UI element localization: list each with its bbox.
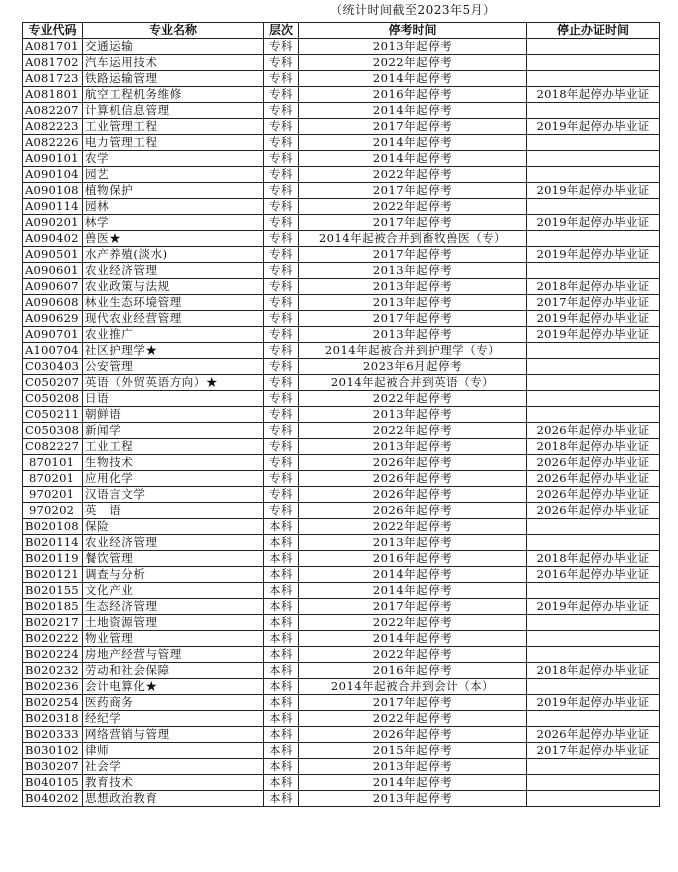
cell-level: 专科 — [264, 247, 299, 263]
table-row — [23, 215, 660, 231]
cell-code: A090201 — [23, 215, 83, 231]
cell-level: 本科 — [264, 727, 299, 743]
cell-name: 兽医★ — [83, 231, 264, 247]
cell-name: 园林 — [83, 199, 264, 215]
table-row — [23, 711, 660, 727]
cell-stop-time: 2022年起停考 — [299, 615, 527, 631]
cell-stop-time: 2014年起停考 — [299, 71, 527, 87]
table-row — [23, 103, 660, 119]
cell-cert-stop-time — [527, 231, 660, 247]
cell-code: A090114 — [23, 199, 83, 215]
cell-cert-stop-time: 2026年起停办毕业证 — [527, 455, 660, 471]
cell-level: 本科 — [264, 615, 299, 631]
cell-name: 现代农业经营管理 — [83, 311, 264, 327]
cell-code: B020222 — [23, 631, 83, 647]
cell-code: A090108 — [23, 183, 83, 199]
cell-code: A090101 — [23, 151, 83, 167]
cell-cert-stop-time — [527, 711, 660, 727]
cell-code: B020236 — [23, 679, 83, 695]
cell-level: 专科 — [264, 279, 299, 295]
cell-code: B020185 — [23, 599, 83, 615]
table-row — [23, 439, 660, 455]
cell-cert-stop-time: 2017年起停办毕业证 — [527, 743, 660, 759]
cell-cert-stop-time — [527, 359, 660, 375]
cell-cert-stop-time: 2019年起停办毕业证 — [527, 119, 660, 135]
cell-cert-stop-time: 2016年起停办毕业证 — [527, 567, 660, 583]
cell-stop-time: 2026年起停考 — [299, 727, 527, 743]
cell-stop-time: 2013年起停考 — [299, 295, 527, 311]
cell-code: A081723 — [23, 71, 83, 87]
table-row — [23, 759, 660, 775]
cell-code: A090601 — [23, 263, 83, 279]
cell-level: 专科 — [264, 231, 299, 247]
cell-code: B020121 — [23, 567, 83, 583]
cell-stop-time: 2013年起停考 — [299, 327, 527, 343]
table-row — [23, 39, 660, 55]
cell-cert-stop-time — [527, 647, 660, 663]
cell-code: B020155 — [23, 583, 83, 599]
cell-name: 社区护理学★ — [83, 343, 264, 359]
cell-level: 专科 — [264, 455, 299, 471]
cell-name: 思想政治教育 — [83, 791, 264, 807]
cell-code: B020232 — [23, 663, 83, 679]
cell-code: 870201 — [23, 471, 83, 487]
cell-name: 朝鲜语 — [83, 407, 264, 423]
cell-stop-time: 2016年起停考 — [299, 551, 527, 567]
cell-name: 航空工程机务维修 — [83, 87, 264, 103]
cell-stop-time: 2013年起停考 — [299, 759, 527, 775]
table-row — [23, 263, 660, 279]
cell-level: 专科 — [264, 39, 299, 55]
cell-stop-time: 2013年起停考 — [299, 279, 527, 295]
cell-cert-stop-time — [527, 679, 660, 695]
cell-level: 专科 — [264, 503, 299, 519]
cell-stop-time: 2022年起停考 — [299, 55, 527, 71]
cell-level: 本科 — [264, 583, 299, 599]
cell-code: A090104 — [23, 167, 83, 183]
table-row — [23, 487, 660, 503]
cell-level: 专科 — [264, 407, 299, 423]
table-row — [23, 151, 660, 167]
cell-cert-stop-time: 2019年起停办毕业证 — [527, 327, 660, 343]
cell-name: 农业经济管理 — [83, 263, 264, 279]
cell-name: 英语（外贸英语方向）★ — [83, 375, 264, 391]
cell-code: B030102 — [23, 743, 83, 759]
cell-code: A082226 — [23, 135, 83, 151]
cell-stop-time: 2022年起停考 — [299, 391, 527, 407]
cell-cert-stop-time: 2019年起停办毕业证 — [527, 311, 660, 327]
cell-stop-time: 2017年起停考 — [299, 247, 527, 263]
header-code: 专业代码 — [23, 23, 83, 39]
cell-name: 文化产业 — [83, 583, 264, 599]
table-row — [23, 679, 660, 695]
cell-stop-time: 2015年起停考 — [299, 743, 527, 759]
cell-level: 专科 — [264, 263, 299, 279]
cell-code: A090402 — [23, 231, 83, 247]
cell-name: 农业政策与法规 — [83, 279, 264, 295]
cell-level: 本科 — [264, 791, 299, 807]
table-row — [23, 135, 660, 151]
table-row — [23, 183, 660, 199]
cell-code: B020333 — [23, 727, 83, 743]
table-row — [23, 775, 660, 791]
cell-level: 专科 — [264, 295, 299, 311]
cell-code: 970202 — [23, 503, 83, 519]
cell-name: 房地产经营与管理 — [83, 647, 264, 663]
cell-code: 870101 — [23, 455, 83, 471]
cell-code: B020318 — [23, 711, 83, 727]
cell-level: 本科 — [264, 631, 299, 647]
cell-level: 专科 — [264, 359, 299, 375]
table-row — [23, 87, 660, 103]
cell-level: 专科 — [264, 71, 299, 87]
table-row — [23, 295, 660, 311]
cell-name: 交通运输 — [83, 39, 264, 55]
cell-cert-stop-time: 2019年起停办毕业证 — [527, 215, 660, 231]
table-row — [23, 583, 660, 599]
cell-level: 专科 — [264, 375, 299, 391]
cell-stop-time: 2017年起停考 — [299, 311, 527, 327]
cell-name: 网络营销与管理 — [83, 727, 264, 743]
cell-stop-time: 2014年起停考 — [299, 775, 527, 791]
cell-cert-stop-time — [527, 167, 660, 183]
cell-cert-stop-time — [527, 391, 660, 407]
table-row — [23, 567, 660, 583]
cell-level: 专科 — [264, 311, 299, 327]
cell-level: 专科 — [264, 439, 299, 455]
table-row — [23, 615, 660, 631]
cell-code: C082227 — [23, 439, 83, 455]
table-row — [23, 199, 660, 215]
table-row — [23, 551, 660, 567]
cell-name: 日语 — [83, 391, 264, 407]
cell-code: B020119 — [23, 551, 83, 567]
table-row — [23, 279, 660, 295]
cell-cert-stop-time — [527, 519, 660, 535]
cell-level: 专科 — [264, 471, 299, 487]
cell-level: 本科 — [264, 759, 299, 775]
cell-level: 专科 — [264, 151, 299, 167]
cell-stop-time: 2022年起停考 — [299, 199, 527, 215]
table-row — [23, 503, 660, 519]
cell-level: 专科 — [264, 199, 299, 215]
cell-level: 本科 — [264, 679, 299, 695]
cell-name: 土地资源管理 — [83, 615, 264, 631]
cell-stop-time: 2013年起停考 — [299, 39, 527, 55]
cell-name: 工业工程 — [83, 439, 264, 455]
cell-level: 专科 — [264, 103, 299, 119]
cell-stop-time: 2013年起停考 — [299, 407, 527, 423]
table-row — [23, 599, 660, 615]
cell-cert-stop-time: 2019年起停办毕业证 — [527, 599, 660, 615]
cell-stop-time: 2026年起停考 — [299, 455, 527, 471]
cell-level: 本科 — [264, 535, 299, 551]
cell-name: 社会学 — [83, 759, 264, 775]
cell-cert-stop-time: 2018年起停办毕业证 — [527, 87, 660, 103]
cell-stop-time: 2022年起停考 — [299, 167, 527, 183]
table-row — [23, 119, 660, 135]
cell-cert-stop-time — [527, 263, 660, 279]
cell-cert-stop-time: 2019年起停办毕业证 — [527, 183, 660, 199]
cell-stop-time: 2014年起停考 — [299, 631, 527, 647]
cell-stop-time: 2014年起被合并到畜牧兽医（专） — [299, 231, 527, 247]
cell-stop-time: 2023年6月起停考 — [299, 359, 527, 375]
cell-code: B020108 — [23, 519, 83, 535]
cell-level: 专科 — [264, 87, 299, 103]
cell-code: C050208 — [23, 391, 83, 407]
cell-code: C050308 — [23, 423, 83, 439]
cell-code: A081801 — [23, 87, 83, 103]
cell-stop-time: 2022年起停考 — [299, 647, 527, 663]
cell-level: 专科 — [264, 343, 299, 359]
table-header-row — [23, 23, 660, 39]
cell-cert-stop-time: 2018年起停办毕业证 — [527, 663, 660, 679]
cell-code: A081701 — [23, 39, 83, 55]
cell-level: 本科 — [264, 599, 299, 615]
cell-cert-stop-time: 2018年起停办毕业证 — [527, 279, 660, 295]
cell-code: A100704 — [23, 343, 83, 359]
cell-name: 汉语言文学 — [83, 487, 264, 503]
cell-name: 劳动和社会保障 — [83, 663, 264, 679]
cell-cert-stop-time: 2026年起停办毕业证 — [527, 727, 660, 743]
cell-code: 970201 — [23, 487, 83, 503]
cell-stop-time: 2013年起停考 — [299, 535, 527, 551]
cell-name: 物业管理 — [83, 631, 264, 647]
cell-level: 本科 — [264, 519, 299, 535]
cell-name: 经纪学 — [83, 711, 264, 727]
cell-cert-stop-time: 2019年起停办毕业证 — [527, 695, 660, 711]
cell-stop-time: 2017年起停考 — [299, 183, 527, 199]
cell-level: 本科 — [264, 551, 299, 567]
cell-name: 律师 — [83, 743, 264, 759]
cell-name: 保险 — [83, 519, 264, 535]
cell-name: 植物保护 — [83, 183, 264, 199]
cell-level: 专科 — [264, 215, 299, 231]
cell-cert-stop-time: 2026年起停办毕业证 — [527, 503, 660, 519]
cell-stop-time: 2017年起停考 — [299, 119, 527, 135]
cell-cert-stop-time: 2019年起停办毕业证 — [527, 247, 660, 263]
cell-level: 专科 — [264, 423, 299, 439]
cell-level: 专科 — [264, 55, 299, 71]
cell-cert-stop-time — [527, 583, 660, 599]
cell-name: 水产养殖(淡水) — [83, 247, 264, 263]
cell-level: 专科 — [264, 167, 299, 183]
cell-code: C050207 — [23, 375, 83, 391]
cell-stop-time: 2022年起停考 — [299, 711, 527, 727]
cell-stop-time: 2013年起停考 — [299, 263, 527, 279]
cell-cert-stop-time — [527, 407, 660, 423]
cell-code: A090629 — [23, 311, 83, 327]
table-row — [23, 663, 660, 679]
cell-stop-time: 2014年起被合并到护理学（专） — [299, 343, 527, 359]
table-row — [23, 167, 660, 183]
cell-cert-stop-time: 2026年起停办毕业证 — [527, 423, 660, 439]
table-row — [23, 407, 660, 423]
cell-code: A090608 — [23, 295, 83, 311]
cell-code: A090701 — [23, 327, 83, 343]
cell-name: 生态经济管理 — [83, 599, 264, 615]
cell-level: 本科 — [264, 647, 299, 663]
cell-level: 本科 — [264, 775, 299, 791]
cell-cert-stop-time — [527, 55, 660, 71]
cell-code: A090607 — [23, 279, 83, 295]
cell-code: B040105 — [23, 775, 83, 791]
cell-stop-time: 2014年起停考 — [299, 151, 527, 167]
cell-name: 汽车运用技术 — [83, 55, 264, 71]
cell-name: 计算机信息管理 — [83, 103, 264, 119]
cell-level: 专科 — [264, 487, 299, 503]
table-row — [23, 343, 660, 359]
table-row — [23, 375, 660, 391]
cell-cert-stop-time — [527, 791, 660, 807]
cell-stop-time: 2014年起停考 — [299, 103, 527, 119]
cell-cert-stop-time: 2026年起停办毕业证 — [527, 487, 660, 503]
cell-stop-time: 2013年起停考 — [299, 439, 527, 455]
cell-name: 新闻学 — [83, 423, 264, 439]
header-name: 专业名称 — [83, 23, 264, 39]
cell-cert-stop-time — [527, 375, 660, 391]
cell-cert-stop-time — [527, 631, 660, 647]
cell-cert-stop-time — [527, 615, 660, 631]
cell-name: 铁路运输管理 — [83, 71, 264, 87]
cell-cert-stop-time — [527, 103, 660, 119]
cell-name: 农学 — [83, 151, 264, 167]
cell-code: A081702 — [23, 55, 83, 71]
cell-cert-stop-time: 2026年起停办毕业证 — [527, 471, 660, 487]
cell-code: B040202 — [23, 791, 83, 807]
cell-cert-stop-time — [527, 71, 660, 87]
cell-name: 电力管理工程 — [83, 135, 264, 151]
cell-name: 医药商务 — [83, 695, 264, 711]
cell-code: A082207 — [23, 103, 83, 119]
cell-name: 工业管理工程 — [83, 119, 264, 135]
cell-level: 本科 — [264, 695, 299, 711]
cell-code: C030403 — [23, 359, 83, 375]
cell-level: 专科 — [264, 183, 299, 199]
cell-level: 专科 — [264, 135, 299, 151]
cell-code: B020254 — [23, 695, 83, 711]
cell-cert-stop-time: 2018年起停办毕业证 — [527, 439, 660, 455]
cell-name: 园艺 — [83, 167, 264, 183]
cell-stop-time: 2014年起被合并到会计（本） — [299, 679, 527, 695]
cell-cert-stop-time — [527, 199, 660, 215]
cell-stop-time: 2022年起停考 — [299, 519, 527, 535]
table-row — [23, 311, 660, 327]
cell-name: 公安管理 — [83, 359, 264, 375]
cell-name: 生物技术 — [83, 455, 264, 471]
cell-name: 会计电算化★ — [83, 679, 264, 695]
table-row — [23, 647, 660, 663]
table-row — [23, 247, 660, 263]
cell-code: B020217 — [23, 615, 83, 631]
cell-code: B020224 — [23, 647, 83, 663]
cell-cert-stop-time: 2018年起停办毕业证 — [527, 551, 660, 567]
cell-stop-time: 2017年起停考 — [299, 695, 527, 711]
cell-name: 应用化学 — [83, 471, 264, 487]
table-row — [23, 535, 660, 551]
table-row — [23, 455, 660, 471]
cell-cert-stop-time — [527, 151, 660, 167]
table-row — [23, 695, 660, 711]
cell-stop-time: 2016年起停考 — [299, 663, 527, 679]
cell-name: 农业推广 — [83, 327, 264, 343]
table-row — [23, 327, 660, 343]
cell-stop-time: 2026年起停考 — [299, 471, 527, 487]
cell-cert-stop-time — [527, 135, 660, 151]
table-body — [23, 39, 660, 807]
cell-stop-time: 2017年起停考 — [299, 215, 527, 231]
header-level: 层次 — [264, 23, 299, 39]
table-row — [23, 791, 660, 807]
cell-stop-time: 2014年起停考 — [299, 135, 527, 151]
cell-level: 本科 — [264, 743, 299, 759]
cell-name: 林业生态环境管理 — [83, 295, 264, 311]
cell-level: 专科 — [264, 119, 299, 135]
cell-stop-time: 2022年起停考 — [299, 423, 527, 439]
cell-code: B020114 — [23, 535, 83, 551]
cell-level: 本科 — [264, 567, 299, 583]
cell-stop-time: 2014年起停考 — [299, 567, 527, 583]
header-stop-time: 停考时间 — [299, 23, 527, 39]
table-row — [23, 727, 660, 743]
table-row — [23, 55, 660, 71]
cell-stop-time: 2014年起被合并到英语（专） — [299, 375, 527, 391]
table-row — [23, 743, 660, 759]
cell-name: 餐饮管理 — [83, 551, 264, 567]
cell-name: 英 语 — [83, 503, 264, 519]
cell-stop-time: 2017年起停考 — [299, 599, 527, 615]
cell-code: A090501 — [23, 247, 83, 263]
cell-name: 调查与分析 — [83, 567, 264, 583]
statistics-date-note: （统计时间截至2023年5月） — [330, 3, 496, 17]
cell-cert-stop-time — [527, 343, 660, 359]
cell-level: 本科 — [264, 663, 299, 679]
cell-stop-time: 2026年起停考 — [299, 503, 527, 519]
cell-level: 专科 — [264, 391, 299, 407]
cell-level: 专科 — [264, 327, 299, 343]
cell-name: 教育技术 — [83, 775, 264, 791]
cell-cert-stop-time — [527, 759, 660, 775]
cell-stop-time: 2026年起停考 — [299, 487, 527, 503]
cell-cert-stop-time: 2017年起停办毕业证 — [527, 295, 660, 311]
header-cert-stop-time: 停止办证时间 — [527, 23, 660, 39]
table-row — [23, 631, 660, 647]
discontinued-majors-table — [22, 22, 660, 807]
cell-cert-stop-time — [527, 39, 660, 55]
table-row — [23, 519, 660, 535]
cell-cert-stop-time — [527, 775, 660, 791]
cell-stop-time: 2016年起停考 — [299, 87, 527, 103]
table-row — [23, 471, 660, 487]
cell-name: 农业经济管理 — [83, 535, 264, 551]
cell-code: C050211 — [23, 407, 83, 423]
table-row — [23, 359, 660, 375]
cell-name: 林学 — [83, 215, 264, 231]
cell-cert-stop-time — [527, 535, 660, 551]
cell-stop-time: 2014年起停考 — [299, 583, 527, 599]
table-row — [23, 71, 660, 87]
table-row — [23, 231, 660, 247]
table-row — [23, 423, 660, 439]
cell-code: B030207 — [23, 759, 83, 775]
cell-level: 本科 — [264, 711, 299, 727]
table-row — [23, 391, 660, 407]
cell-code: A082223 — [23, 119, 83, 135]
cell-stop-time: 2013年起停考 — [299, 791, 527, 807]
